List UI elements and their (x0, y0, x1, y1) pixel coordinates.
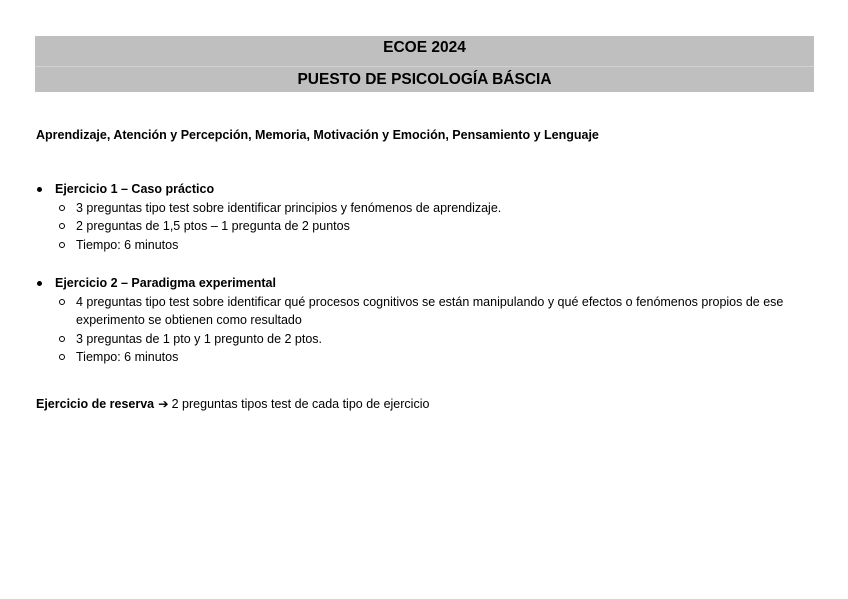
exercise-2-title-row (36, 274, 816, 293)
exercise-2-item-1-text: 4 preguntas tipo test sobre identificar qué procesos cognitivos se están manipulando y qué efectos o fenómenos propios de ese experimento se obtienen como resultado (76, 294, 784, 328)
exercise-1-item-1-text: 3 preguntas tipo test sobre identificar principios y fenómenos de aprendizaje. (76, 200, 502, 215)
document-title: ECOE 2024 (383, 39, 466, 56)
exercise-2-section (36, 274, 816, 367)
exercise-1-item-2-text: 2 preguntas de 1,5 ptos – 1 pregunta de 2 puntos (76, 219, 350, 234)
reserve-exercise-line (36, 395, 429, 413)
topics-line: Aprendizaje, Atención y Percepción, Memoria, Motivación y Emoción, Pensamiento y Lenguaje (36, 128, 599, 142)
header-divider (35, 66, 814, 67)
exercise-2-title: Ejercicio 2 – Paradigma experimental (55, 276, 276, 290)
document-subtitle: PUESTO DE PSICOLOGÍA BÁSCIA (297, 71, 552, 88)
bullet-circle-icon (59, 223, 65, 229)
exercise-2-item-3 (36, 348, 816, 367)
exercise-1-item-1 (36, 199, 816, 218)
exercise-1-title-row (36, 180, 816, 199)
bullet-circle-icon (59, 354, 65, 360)
exercise-2-item-1 (36, 293, 816, 330)
document-header (35, 36, 814, 92)
right-arrow-icon: ➔ (158, 397, 169, 411)
exercise-1-item-3 (36, 236, 816, 255)
exercise-2-item-2-text: 3 preguntas de 1 pto y 1 pregunto de 2 ptos. (76, 331, 323, 346)
exercise-1-item-2 (36, 217, 816, 236)
exercise-2-item-2 (36, 330, 816, 349)
bullet-circle-icon (59, 242, 65, 248)
reserve-exercise-text: 2 preguntas tipos test de cada tipo de ejercicio (171, 397, 430, 411)
exercise-1-section (36, 180, 816, 254)
exercise-1-item-3-text: Tiempo: 6 minutos (76, 237, 179, 252)
bullet-disc-icon (37, 281, 42, 286)
bullet-circle-icon (59, 336, 65, 342)
exercise-1-title: Ejercicio 1 – Caso práctico (55, 182, 215, 196)
bullet-circle-icon (59, 205, 65, 211)
bullet-disc-icon (37, 187, 42, 192)
reserve-exercise-label: Ejercicio de reserva (36, 397, 155, 411)
bullet-circle-icon (59, 299, 65, 305)
exercise-2-item-3-text: Tiempo: 6 minutos (76, 350, 179, 365)
